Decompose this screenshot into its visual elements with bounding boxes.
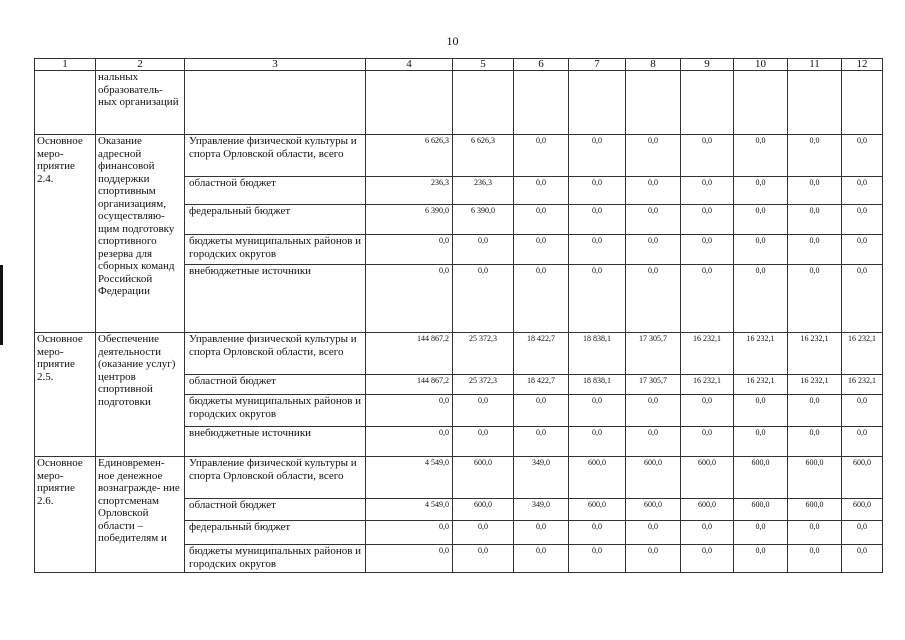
value-cell: 0,0 <box>453 235 514 265</box>
value-cell: 0,0 <box>569 205 626 235</box>
value-cell: 349,0 <box>514 499 569 521</box>
value-cell: 600,0 <box>842 457 883 499</box>
value-cell: 0,0 <box>788 427 842 457</box>
activity-description: Обеспечение деятельности (оказание услуг) центров спортивной подготовки <box>96 333 185 457</box>
funding-source-label: бюджеты муниципальных районов и городских округов <box>185 545 366 573</box>
scan-edge-mark <box>0 265 3 345</box>
value-cell: 0,0 <box>734 265 788 333</box>
continuation-col1-cell <box>35 71 96 135</box>
value-cell: 600,0 <box>569 499 626 521</box>
continuation-row <box>35 71 883 135</box>
value-cell: 0,0 <box>734 395 788 427</box>
value-cell: 600,0 <box>734 499 788 521</box>
header-cell: 11 <box>788 59 842 71</box>
value-cell: 0,0 <box>626 235 681 265</box>
value-cell: 0,0 <box>626 135 681 177</box>
table-row <box>35 135 883 177</box>
empty-cell <box>453 71 514 135</box>
value-cell: 0,0 <box>734 427 788 457</box>
value-cell: 6 390,0 <box>366 205 453 235</box>
value-cell: 0,0 <box>514 135 569 177</box>
value-cell: 0,0 <box>681 205 734 235</box>
activity-id: Основное меро- приятие 2.6. <box>35 457 96 573</box>
funding-table <box>34 58 883 573</box>
funding-source-label: бюджеты муниципальных районов и городских округов <box>185 235 366 265</box>
value-cell: 0,0 <box>514 177 569 205</box>
activity-id: Основное меро- приятие 2.5. <box>35 333 96 457</box>
value-cell: 0,0 <box>734 521 788 545</box>
funding-source-label: федеральный бюджет <box>185 521 366 545</box>
value-cell: 0,0 <box>681 265 734 333</box>
value-cell: 18 838,1 <box>569 333 626 375</box>
empty-cell <box>569 71 626 135</box>
empty-cell <box>366 71 453 135</box>
value-cell: 0,0 <box>842 545 883 573</box>
empty-cell <box>681 71 734 135</box>
value-cell: 0,0 <box>788 235 842 265</box>
value-cell: 0,0 <box>366 235 453 265</box>
funding-source-label: областной бюджет <box>185 375 366 395</box>
value-cell: 25 372,3 <box>453 375 514 395</box>
value-cell: 16 232,1 <box>681 333 734 375</box>
empty-cell <box>788 71 842 135</box>
value-cell: 6 626,3 <box>453 135 514 177</box>
value-cell: 0,0 <box>626 265 681 333</box>
value-cell: 0,0 <box>626 205 681 235</box>
value-cell: 16 232,1 <box>842 333 883 375</box>
value-cell: 0,0 <box>842 235 883 265</box>
value-cell: 236,3 <box>366 177 453 205</box>
header-cell: 12 <box>842 59 883 71</box>
value-cell: 25 372,3 <box>453 333 514 375</box>
continuation-desc: нальных образователь- ных организаций <box>96 71 185 135</box>
value-cell: 0,0 <box>514 235 569 265</box>
value-cell: 0,0 <box>788 205 842 235</box>
value-cell: 0,0 <box>514 427 569 457</box>
value-cell: 600,0 <box>788 499 842 521</box>
value-cell: 0,0 <box>626 395 681 427</box>
value-cell: 0,0 <box>569 545 626 573</box>
value-cell: 0,0 <box>788 265 842 333</box>
funding-source-label: федеральный бюджет <box>185 205 366 235</box>
value-cell: 0,0 <box>788 395 842 427</box>
table-body <box>35 59 883 573</box>
empty-cell <box>626 71 681 135</box>
header-cell: 3 <box>185 59 366 71</box>
value-cell: 0,0 <box>453 521 514 545</box>
value-cell: 0,0 <box>734 235 788 265</box>
value-cell: 0,0 <box>453 427 514 457</box>
funding-source-label: бюджеты муниципальных районов и городских округов <box>185 395 366 427</box>
value-cell: 144 867,2 <box>366 333 453 375</box>
value-cell: 600,0 <box>788 457 842 499</box>
empty-cell <box>185 71 366 135</box>
value-cell: 0,0 <box>681 395 734 427</box>
value-cell: 0,0 <box>569 427 626 457</box>
value-cell: 0,0 <box>681 521 734 545</box>
value-cell: 0,0 <box>569 135 626 177</box>
funding-source-label: областной бюджет <box>185 499 366 521</box>
value-cell: 600,0 <box>734 457 788 499</box>
value-cell: 0,0 <box>366 521 453 545</box>
value-cell: 0,0 <box>366 265 453 333</box>
value-cell: 18 422,7 <box>514 333 569 375</box>
value-cell: 17 305,7 <box>626 333 681 375</box>
value-cell: 0,0 <box>514 395 569 427</box>
header-cell: 7 <box>569 59 626 71</box>
header-cell: 4 <box>366 59 453 71</box>
value-cell: 16 232,1 <box>734 333 788 375</box>
value-cell: 0,0 <box>626 521 681 545</box>
value-cell: 600,0 <box>453 457 514 499</box>
value-cell: 0,0 <box>366 395 453 427</box>
funding-source-label: Управление физической культуры и спорта Орловской области, всего <box>185 333 366 375</box>
value-cell: 0,0 <box>842 395 883 427</box>
value-cell: 0,0 <box>453 265 514 333</box>
value-cell: 6 390,0 <box>453 205 514 235</box>
value-cell: 0,0 <box>626 177 681 205</box>
value-cell: 600,0 <box>681 499 734 521</box>
value-cell: 16 232,1 <box>681 375 734 395</box>
value-cell: 600,0 <box>842 499 883 521</box>
funding-source-label: Управление физической культуры и спорта Орловской области, всего <box>185 457 366 499</box>
value-cell: 4 549,0 <box>366 499 453 521</box>
page-number: 10 <box>446 34 459 48</box>
value-cell: 600,0 <box>569 457 626 499</box>
empty-cell <box>514 71 569 135</box>
header-cell: 2 <box>96 59 185 71</box>
value-cell: 0,0 <box>842 205 883 235</box>
header-row <box>35 59 883 71</box>
value-cell: 0,0 <box>514 265 569 333</box>
value-cell: 4 549,0 <box>366 457 453 499</box>
value-cell: 0,0 <box>681 545 734 573</box>
value-cell: 349,0 <box>514 457 569 499</box>
value-cell: 0,0 <box>453 395 514 427</box>
table-row <box>35 457 883 499</box>
value-cell: 144 867,2 <box>366 375 453 395</box>
funding-source-label: внебюджетные источники <box>185 427 366 457</box>
value-cell: 6 626,3 <box>366 135 453 177</box>
value-cell: 16 232,1 <box>842 375 883 395</box>
value-cell: 236,3 <box>453 177 514 205</box>
value-cell: 600,0 <box>626 499 681 521</box>
value-cell: 0,0 <box>842 427 883 457</box>
value-cell: 17 305,7 <box>626 375 681 395</box>
value-cell: 600,0 <box>453 499 514 521</box>
activity-description: Оказание адресной финансовой поддержки спортивным организациям, осуществляю- щим подготовку спортивного резерва для сборных команд Российской Федерации <box>96 135 185 333</box>
value-cell: 0,0 <box>681 177 734 205</box>
value-cell: 600,0 <box>626 457 681 499</box>
value-cell: 0,0 <box>514 545 569 573</box>
value-cell: 0,0 <box>453 545 514 573</box>
header-cell: 8 <box>626 59 681 71</box>
value-cell: 0,0 <box>788 177 842 205</box>
value-cell: 0,0 <box>514 205 569 235</box>
value-cell: 16 232,1 <box>788 333 842 375</box>
value-cell: 0,0 <box>569 521 626 545</box>
value-cell: 0,0 <box>681 235 734 265</box>
header-cell: 10 <box>734 59 788 71</box>
value-cell: 0,0 <box>514 521 569 545</box>
value-cell: 0,0 <box>569 235 626 265</box>
value-cell: 0,0 <box>626 545 681 573</box>
funding-source-label: внебюджетные источники <box>185 265 366 333</box>
value-cell: 0,0 <box>626 427 681 457</box>
value-cell: 0,0 <box>788 135 842 177</box>
value-cell: 0,0 <box>366 427 453 457</box>
value-cell: 16 232,1 <box>788 375 842 395</box>
value-cell: 0,0 <box>842 177 883 205</box>
activity-id: Основное меро- приятие 2.4. <box>35 135 96 333</box>
header-cell: 9 <box>681 59 734 71</box>
value-cell: 0,0 <box>734 205 788 235</box>
value-cell: 0,0 <box>788 521 842 545</box>
value-cell: 0,0 <box>842 265 883 333</box>
value-cell: 0,0 <box>842 135 883 177</box>
funding-source-label: Управление физической культуры и спорта Орловской области, всего <box>185 135 366 177</box>
value-cell: 600,0 <box>681 457 734 499</box>
header-cell: 1 <box>35 59 96 71</box>
value-cell: 0,0 <box>734 177 788 205</box>
value-cell: 0,0 <box>366 545 453 573</box>
header-cell: 6 <box>514 59 569 71</box>
empty-cell <box>734 71 788 135</box>
value-cell: 18 838,1 <box>569 375 626 395</box>
value-cell: 0,0 <box>734 135 788 177</box>
value-cell: 0,0 <box>569 265 626 333</box>
header-cell: 5 <box>453 59 514 71</box>
value-cell: 0,0 <box>734 545 788 573</box>
value-cell: 0,0 <box>788 545 842 573</box>
activity-description: Единовремен- ное денежное вознагражде- ние спортсменам Орловской области – победителям и <box>96 457 185 573</box>
value-cell: 18 422,7 <box>514 375 569 395</box>
value-cell: 0,0 <box>681 135 734 177</box>
value-cell: 16 232,1 <box>734 375 788 395</box>
table-row <box>35 333 883 375</box>
value-cell: 0,0 <box>569 395 626 427</box>
value-cell: 0,0 <box>569 177 626 205</box>
value-cell: 0,0 <box>681 427 734 457</box>
funding-source-label: областной бюджет <box>185 177 366 205</box>
empty-cell <box>842 71 883 135</box>
value-cell: 0,0 <box>842 521 883 545</box>
